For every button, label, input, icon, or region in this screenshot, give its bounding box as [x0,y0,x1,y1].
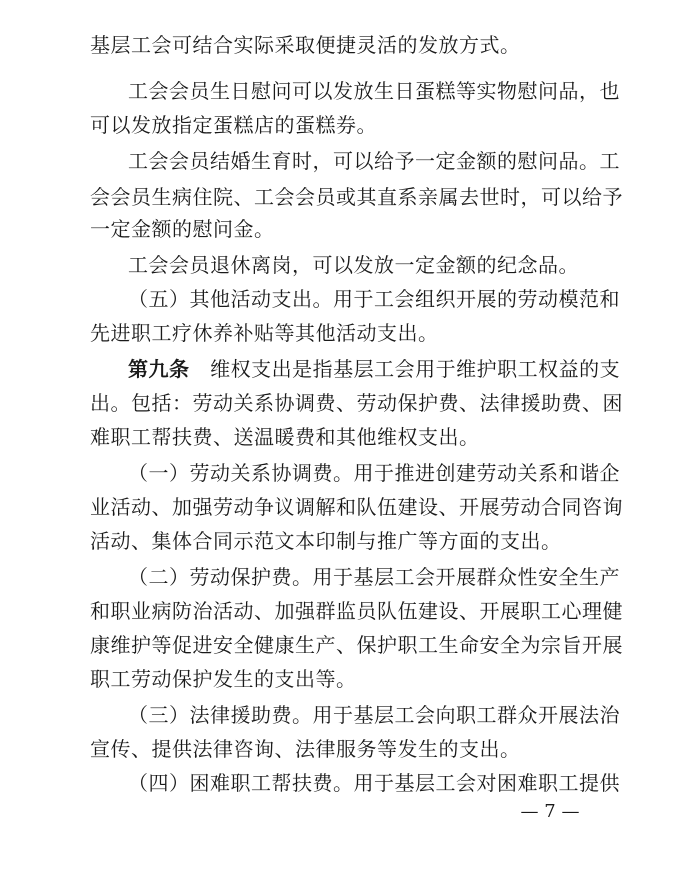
text-line: 职工劳动保护发生的支出等。 [90,667,357,691]
text-line: 基层工会可结合实际采取便捷灵活的发放方式。 [90,33,521,57]
text-line: 会会员生病住院、工会会员或其直系亲属去世时，可以给予 [90,185,623,209]
text-line: 和职业病防治活动、加强群监员队伍建设、开展职工心理健 [90,599,623,623]
text-line: 可以发放指定蛋糕店的蛋糕券。 [90,113,377,137]
article-text: 维权支出是指基层工会用于维护职工权益的支 [210,357,621,381]
article-heading: 第九条 [128,357,190,381]
text-line: （五）其他活动支出。用于工会组织开展的劳动模范和 [128,287,620,311]
text-line: 活动、集体合同示范文本印制与推广等方面的支出。 [90,529,562,553]
text-line: 出。包括：劳动关系协调费、劳动保护费、法律援助费、困 [90,391,623,415]
text-line: 宣传、提供法律咨询、法律服务等发生的支出。 [90,737,521,761]
page-number: — 7 — [520,801,580,822]
text-line: 康维护等促进安全健康生产、保护职工生命安全为宗旨开展 [90,633,623,657]
text-line: 一定金额的慰问金。 [90,217,275,241]
text-line: 工会会员结婚生育时，可以给予一定金额的慰问品。工 [128,149,620,173]
text-line: （二）劳动保护费。用于基层工会开展群众性安全生产 [128,565,620,589]
text-line: 业活动、加强劳动争议调解和队伍建设、开展劳动合同咨询 [90,495,623,519]
text-line: 工会会员生日慰问可以发放生日蛋糕等实物慰问品，也 [128,79,620,103]
text-line: 先进职工疗休养补贴等其他活动支出。 [90,321,439,345]
text-line: （一）劳动关系协调费。用于推进创建劳动关系和谐企 [128,461,620,485]
text-line: （三）法律援助费。用于基层工会向职工群众开展法治 [128,703,620,727]
text-line: 工会会员退休离岗，可以发放一定金额的纪念品。 [128,253,579,277]
text-line: 难职工帮扶费、送温暖费和其他维权支出。 [90,425,480,449]
article-line [128,351,620,387]
text-line: （四）困难职工帮扶费。用于基层工会对困难职工提供 [128,771,620,795]
